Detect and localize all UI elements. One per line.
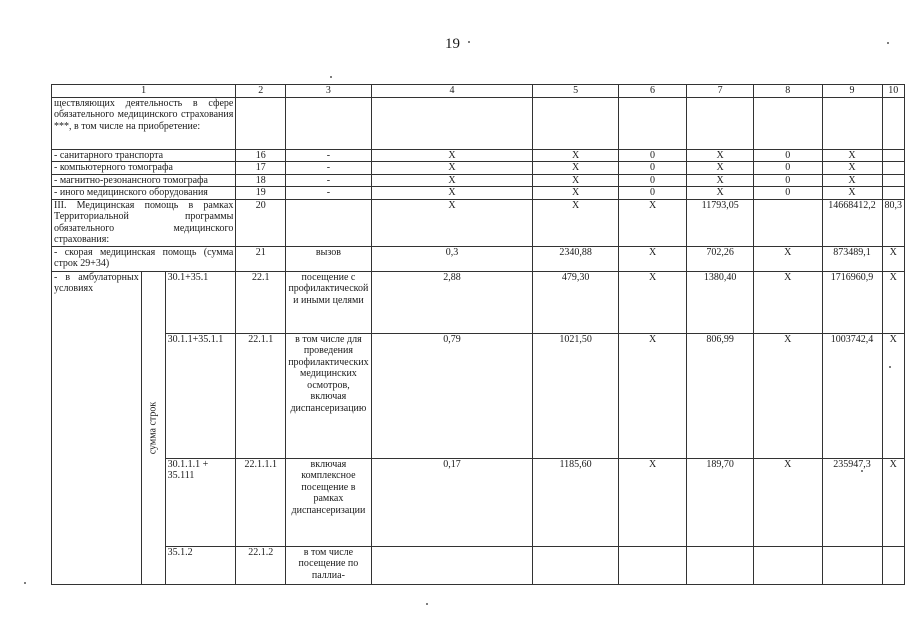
value-cell: 0,79 <box>371 333 533 458</box>
row-number: 22.1 <box>236 271 286 333</box>
scan-speck <box>887 42 889 44</box>
header-col-7: 7 <box>687 85 754 98</box>
header-col-9: 9 <box>822 85 882 98</box>
value-cell: 11793,05 <box>687 199 754 246</box>
value-cell: 1185,60 <box>533 458 619 546</box>
value-cell: X <box>822 162 882 175</box>
value-cell: 0 <box>754 149 822 162</box>
table-row <box>52 246 905 271</box>
row-number: 22.1.2 <box>236 546 286 584</box>
unit-cell: вызов <box>286 246 371 271</box>
value-cell: 14668412,2 <box>822 199 882 246</box>
value-cell: 1716960,9 <box>822 271 882 333</box>
sum-rows-cell: 35.1.2 <box>165 546 236 584</box>
row-number: 19 <box>236 187 286 200</box>
scan-speck <box>889 366 891 368</box>
unit-cell: в том числе для проведения профилактических медицинских осмотров, включая диспансеризацию <box>286 333 371 458</box>
header-col-5: 5 <box>533 85 619 98</box>
scan-speck <box>330 76 332 78</box>
sum-rows-text: сумма строк <box>147 401 159 454</box>
row-number: 22.1.1 <box>236 333 286 458</box>
row-number: 17 <box>236 162 286 175</box>
value-cell: 2,88 <box>371 271 533 333</box>
value-cell: 1021,50 <box>533 333 619 458</box>
page-number: 19 <box>445 36 460 52</box>
table-row <box>52 546 905 584</box>
value-cell: X <box>371 149 533 162</box>
value-cell: X <box>371 187 533 200</box>
ambulatory-label: - в амбулаторных условиях <box>52 271 142 584</box>
value-cell: 479,30 <box>533 271 619 333</box>
value-cell: 0 <box>618 187 686 200</box>
unit-cell: - <box>286 149 371 162</box>
value-cell: 873489,1 <box>822 246 882 271</box>
value-cell: X <box>882 458 905 546</box>
table-row <box>52 162 905 175</box>
table-row <box>52 97 905 149</box>
value-cell: X <box>371 174 533 187</box>
scan-speck <box>861 470 863 472</box>
unit-cell: - <box>286 187 371 200</box>
scan-speck <box>426 603 428 605</box>
row-description: - иного медицинского оборудования <box>52 187 236 200</box>
header-col-10: 10 <box>882 85 905 98</box>
value-cell: X <box>618 246 686 271</box>
unit-cell: - <box>286 162 371 175</box>
column-number-header-row <box>52 85 905 98</box>
value-cell: 1380,40 <box>687 271 754 333</box>
row-description: - санитарного транспорта <box>52 149 236 162</box>
value-cell: X <box>822 149 882 162</box>
value-cell: 1003742,4 <box>822 333 882 458</box>
value-cell: X <box>754 333 822 458</box>
row-number: 20 <box>236 199 286 246</box>
value-cell: X <box>882 271 905 333</box>
value-cell: X <box>822 174 882 187</box>
table-row <box>52 149 905 162</box>
row-number: 18 <box>236 174 286 187</box>
sum-rows-cell: 30.1.1.1 + 35.111 <box>165 458 236 546</box>
row-number: 22.1.1.1 <box>236 458 286 546</box>
value-cell: 0 <box>754 187 822 200</box>
value-cell: X <box>822 187 882 200</box>
value-cell: X <box>533 187 619 200</box>
header-col-4: 4 <box>371 85 533 98</box>
value-cell: 0 <box>618 162 686 175</box>
value-cell: X <box>533 174 619 187</box>
table-row <box>52 199 905 246</box>
value-cell: X <box>754 246 822 271</box>
value-cell: X <box>533 162 619 175</box>
value-cell: X <box>687 149 754 162</box>
header-col-6: 6 <box>618 85 686 98</box>
medical-program-table <box>51 84 905 585</box>
value-cell: 0 <box>618 149 686 162</box>
table-row <box>52 333 905 458</box>
unit-cell: - <box>286 174 371 187</box>
value-cell: 2340,88 <box>533 246 619 271</box>
value-cell: 235947,3 <box>822 458 882 546</box>
header-col-3: 3 <box>286 85 371 98</box>
scan-speck <box>24 582 26 584</box>
unit-cell: посещение с профилактической и иными целями <box>286 271 371 333</box>
value-cell: 0 <box>618 174 686 187</box>
value-cell: X <box>687 174 754 187</box>
header-col-1: 1 <box>52 85 236 98</box>
value-cell: 80,3 <box>882 199 905 246</box>
value-cell: X <box>754 458 822 546</box>
value-cell: X <box>618 199 686 246</box>
row-description: III. Медицинская помощь в рамках Территориальной программы обязательного медицинского страхования: <box>52 199 236 246</box>
value-cell: X <box>533 199 619 246</box>
value-cell: 0,3 <box>371 246 533 271</box>
scan-speck <box>468 41 470 43</box>
sum-rows-label <box>141 271 165 584</box>
table-row <box>52 174 905 187</box>
sum-rows-cell: 30.1.1+35.1.1 <box>165 333 236 458</box>
value-cell: 189,70 <box>687 458 754 546</box>
value-cell: X <box>371 162 533 175</box>
value-cell: X <box>687 187 754 200</box>
value-cell: 806,99 <box>687 333 754 458</box>
value-cell: X <box>882 246 905 271</box>
value-cell: 0 <box>754 162 822 175</box>
value-cell: X <box>754 271 822 333</box>
value-cell: X <box>371 199 533 246</box>
row-description: - компьютерного томографа <box>52 162 236 175</box>
row-number: 16 <box>236 149 286 162</box>
value-cell: X <box>882 333 905 458</box>
value-cell: X <box>618 333 686 458</box>
value-cell: X <box>618 271 686 333</box>
value-cell: 0,17 <box>371 458 533 546</box>
sum-rows-cell: 30.1+35.1 <box>165 271 236 333</box>
unit-cell: включая комплексное посещение в рамках диспансеризации <box>286 458 371 546</box>
unit-cell: в том числе посещение по паллиа- <box>286 546 371 584</box>
value-cell: 702,26 <box>687 246 754 271</box>
value-cell: X <box>618 458 686 546</box>
row-description: - скорая медицинская помощь (сумма строк 29+34) <box>52 246 236 271</box>
table-row <box>52 458 905 546</box>
row-description: - магнитно-резонансного томографа <box>52 174 236 187</box>
header-col-2: 2 <box>236 85 286 98</box>
row-number: 21 <box>236 246 286 271</box>
value-cell: X <box>533 149 619 162</box>
row-description: ществляющих деятельность в сфере обязательного медицинского страхования ***, в том числе на приобретение: <box>52 97 236 149</box>
table-row <box>52 271 905 333</box>
value-cell: 0 <box>754 174 822 187</box>
value-cell: X <box>687 162 754 175</box>
header-col-8: 8 <box>754 85 822 98</box>
table-row <box>52 187 905 200</box>
